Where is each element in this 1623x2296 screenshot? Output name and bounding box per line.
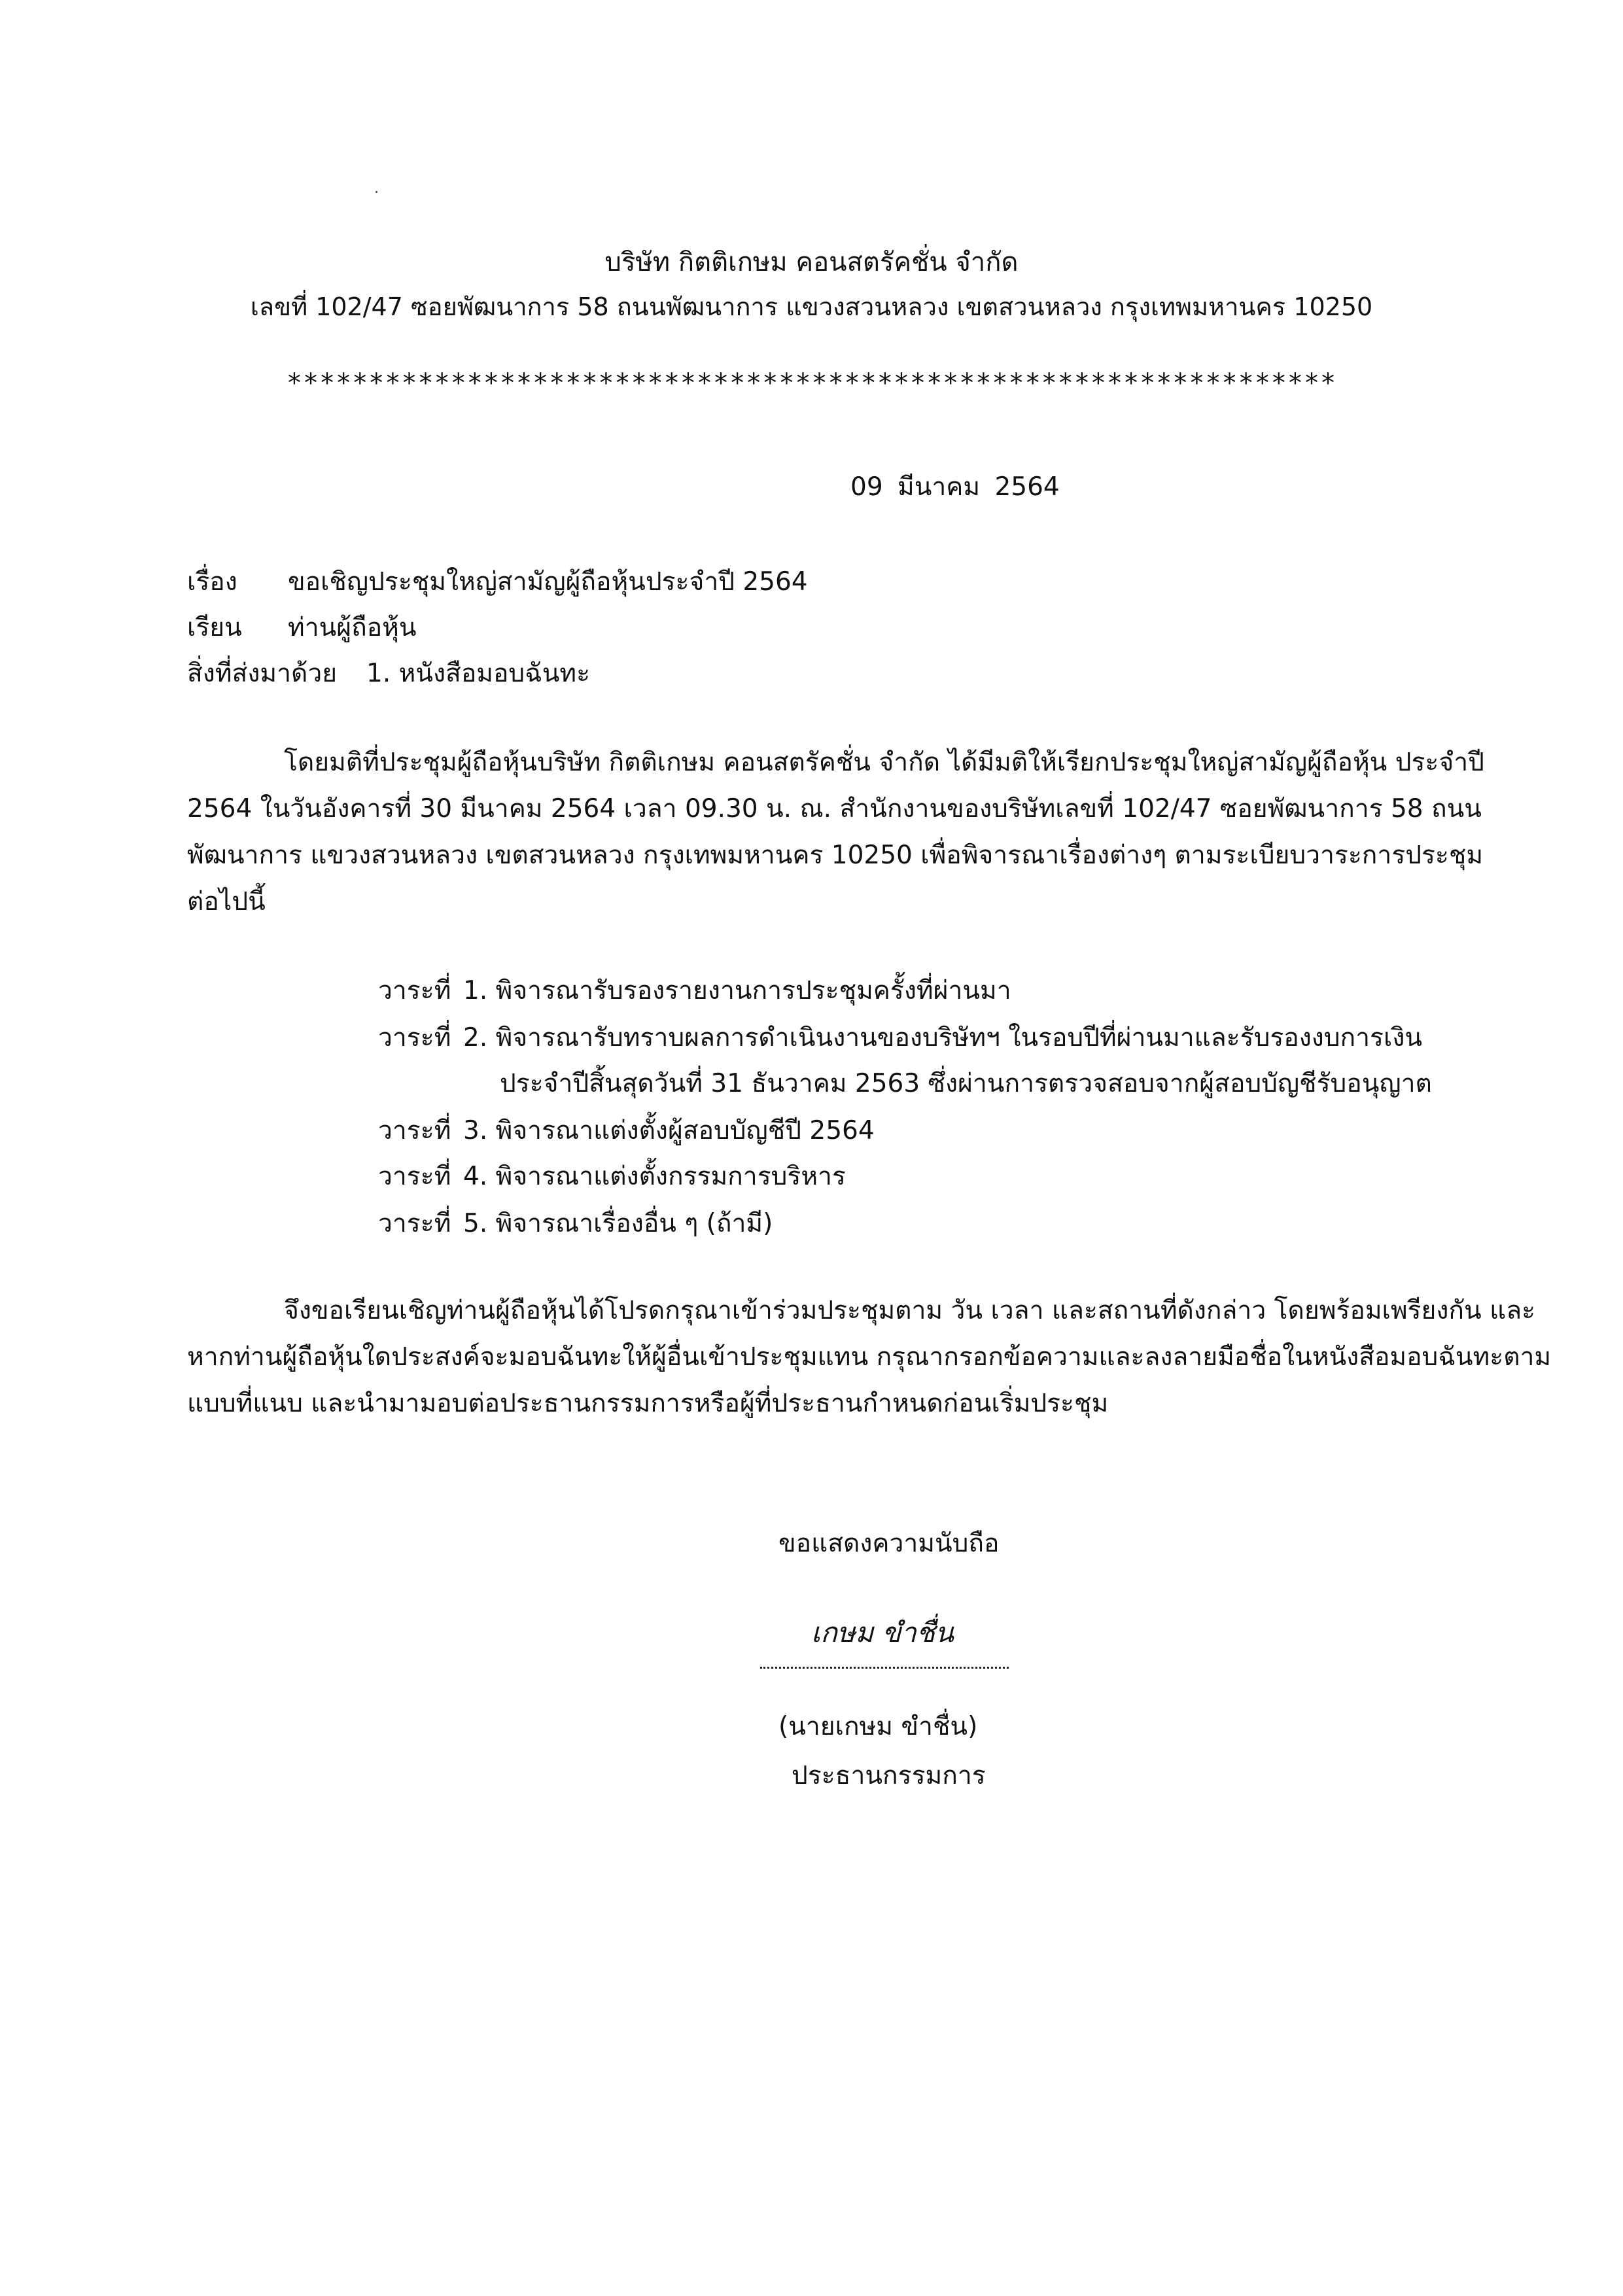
agenda-label: วาระที่ xyxy=(378,976,451,1005)
letter-date: 09 มีนาคม 2564 xyxy=(850,472,1060,502)
enclosure-label: สิ่งที่ส่งมาด้วย xyxy=(187,659,338,688)
signatory-name: (นายเกษม ขำชื่น) xyxy=(778,1712,978,1741)
recipient-label: เรียน xyxy=(187,613,242,642)
agenda-text: 2. พิจารณารับทราบผลการดำเนินงานของบริษัทฯ ในรอบปีที่ผ่านมาและรับรองงบการเงิน xyxy=(463,1023,1423,1052)
agenda-item-1 xyxy=(378,970,1011,1011)
invite-line: แบบที่แนบ และนำมามอบต่อประธานกรรมการหรือผู้ที่ประธานกำหนดก่อนเริ่มประชุม xyxy=(187,1389,1109,1418)
agenda-text: 1. พิจารณารับรองรายงานการประชุมครั้งที่ผ่านมา xyxy=(463,976,1011,1005)
invitation-paragraph xyxy=(187,1287,1552,1427)
intro-line: 2564 ในวันอังคารที่ 30 มีนาคม 2564 เวลา 09.30 น. ณ. สำนักงานของบริษัทเลขที่ 102/47 ซอยพัฒนาการ 58 ถนน xyxy=(187,794,1482,824)
intro-line: ต่อไปนี้ xyxy=(187,887,266,916)
agenda-item-2-continued: ประจำปีสิ้นสุดวันที่ 31 ธันวาคม 2563 ซึ่งผ่านการตรวจสอบจากผู้สอบบัญชีรับอนุญาต xyxy=(500,1069,1432,1098)
agenda-text: 5. พิจารณาเรื่องอื่น ๆ (ถ้ามี) xyxy=(463,1209,773,1238)
handwritten-signature: เกษม ขำชื่น xyxy=(811,1616,954,1648)
agenda-label: วาระที่ xyxy=(378,1023,451,1052)
agenda-label: วาระที่ xyxy=(378,1209,451,1238)
company-name: บริษัท กิตติเกษม คอนสตรัคชั่น จำกัด xyxy=(604,247,1019,277)
agenda-label: วาระที่ xyxy=(378,1162,451,1191)
agenda-text: 4. พิจารณาแต่งตั้งกรรมการบริหาร xyxy=(463,1162,846,1191)
agenda-item-4 xyxy=(378,1156,846,1196)
intro-line: โดยมติที่ประชุมผู้ถือหุ้นบริษัท กิตติเกษม คอนสตรัคชั่น จำกัด ได้มีมติให้เรียกประชุมใหญ่สามัญผู้ถือหุ้น ประจำปี xyxy=(284,748,1484,777)
separator-line: **************************************************************** xyxy=(286,368,1337,398)
enclosure-value: 1. หนังสือมอบฉันทะ xyxy=(366,659,591,688)
agenda-text: 3. พิจารณาแต่งตั้งผู้สอบบัญชีปี 2564 xyxy=(463,1116,875,1145)
agenda-item-3 xyxy=(378,1110,875,1151)
invite-line: หากท่านผู้ถือหุ้นใดประสงค์จะมอบฉันทะให้ผู้อื่นเข้าประชุมแทน กรุณากรอกข้อความและลงลายมือชื่อในหนังสือมอบฉันทะตาม xyxy=(187,1342,1552,1372)
subject-label: เรื่อง xyxy=(187,567,237,597)
intro-line: พัฒนาการ แขวงสวนหลวง เขตสวนหลวง กรุงเทพมหานคร 10250 เพื่อพิจารณาเรื่องต่างๆ ตามระเบียบวาระการประชุม xyxy=(187,841,1484,870)
invite-line: จึงขอเรียนเชิญท่านผู้ถือหุ้นได้โปรดกรุณาเข้าร่วมประชุมตาม วัน เวลา และสถานที่ดังกล่าว โดยพร้อมเพรียงกัน และ xyxy=(284,1296,1536,1325)
speck xyxy=(375,191,377,193)
subject-value: ขอเชิญประชุมใหญ่สามัญผู้ถือหุ้นประจำปี 2564 xyxy=(288,567,808,597)
agenda-item-2 xyxy=(378,1017,1422,1058)
closing-salutation: ขอแสดงความนับถือ xyxy=(778,1529,1000,1558)
agenda-item-5 xyxy=(378,1203,773,1244)
intro-paragraph xyxy=(187,739,1515,925)
signatory-title: ประธานกรรมการ xyxy=(792,1761,986,1790)
signature-line xyxy=(760,1667,1009,1669)
agenda-label: วาระที่ xyxy=(378,1116,451,1145)
recipient-value: ท่านผู้ถือหุ้น xyxy=(288,613,417,642)
company-address: เลขที่ 102/47 ซอยพัฒนาการ 58 ถนนพัฒนาการ แขวงสวนหลวง เขตสวนหลวง กรุงเทพมหานคร 10250 xyxy=(250,292,1373,321)
